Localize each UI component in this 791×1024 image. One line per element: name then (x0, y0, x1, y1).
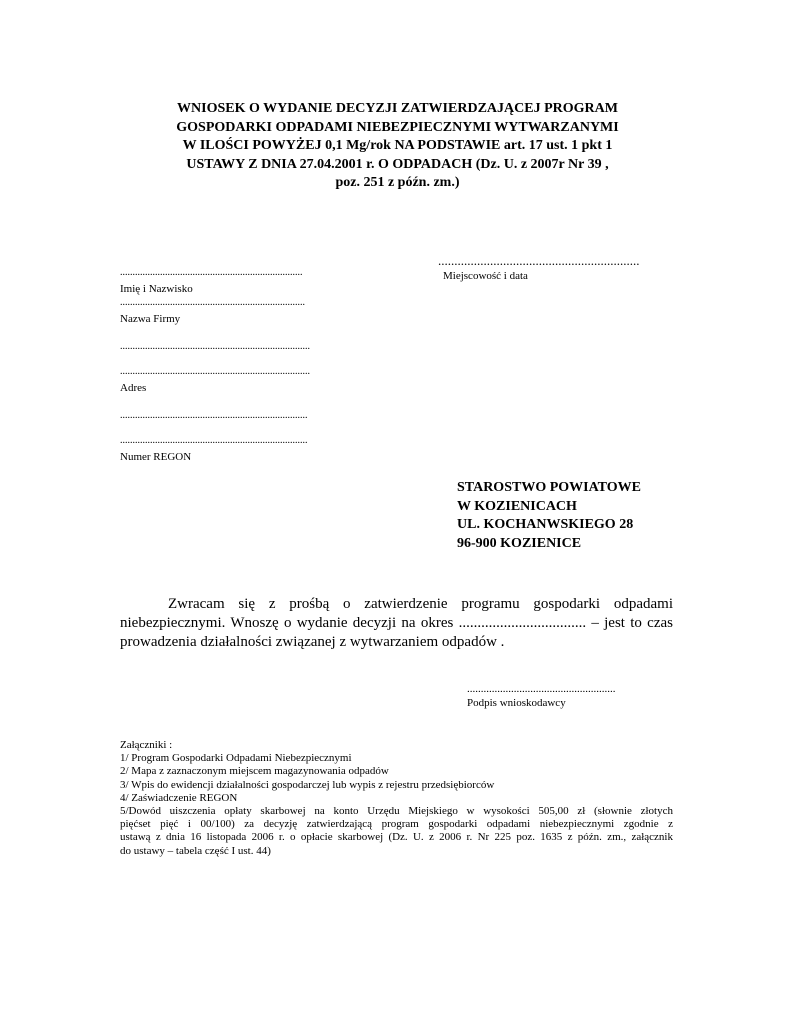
regon-label: Numer REGON (120, 451, 192, 463)
office-line: 96-900 KOZIENICE (457, 535, 582, 551)
attachment-item: 3/ Wpis do ewidencji działalności gospodarczej lub wypis z rejestru przedsiębiorców (120, 778, 495, 791)
name-label: Imię i Nazwisko (120, 283, 193, 295)
signature-label: Podpis wnioskodawcy (467, 697, 566, 709)
attachment-item: 2/ Mapa z zaznaczonym miejscem magazynowania odpadów (120, 765, 389, 778)
title-line: WNIOSEK O WYDANIE DECYZJI ZATWIERDZAJĄCEJ PROGRAM (177, 101, 618, 116)
title-line: USTAWY Z DNIA 27.04.2001 r. O ODPADACH (Dz. U. z 2007r Nr 39 , (186, 156, 609, 172)
request-line-1: Zwracam się z prośbą o zatwierdzenie programu gospodarki odpadami (168, 596, 673, 612)
title-line: GOSPODARKI ODPADAMI NIEBEZPIECZNYMI WYTWARZANYMI (176, 119, 619, 135)
attachment-item: 1/ Program Gospodarki Odpadami Niebezpiecznymi (120, 752, 352, 765)
office-address (457, 479, 641, 553)
place-date-label: Miejscowość i data (443, 270, 528, 282)
attachment-item-5-line: pięćset pięć i 00/100) za decyzję zatwierdzającą program gospodarki odpadami niebezpiecznymi zgodnie z (120, 818, 673, 831)
attachment-item: 4/ Zaświadczenie REGON (120, 791, 238, 804)
title-line: poz. 251 z późn. zm.) (335, 175, 460, 190)
office-line: W KOZIENICACH (457, 498, 577, 514)
address-field-1[interactable]: ............................................................................ (120, 341, 310, 352)
signature-field[interactable]: ...................................................... (467, 683, 616, 695)
regon-field-2[interactable]: ........................................................................... (120, 435, 308, 446)
attachment-item-5-line: 5/Dowód uiszczenia opłaty skarbowej na konto Urzędu Miejskiego w wysokości 505,00 zł (słownie złotych (120, 805, 673, 818)
request-text (120, 595, 673, 652)
office-line: UL. KOCHANWSKIEGO 28 (457, 517, 634, 532)
office-line: STAROSTWO POWIATOWE (457, 480, 641, 495)
firm-label: Nazwa Firmy (120, 313, 181, 325)
request-line-2: niebezpiecznymi. Wnoszę o wydanie decyzji na okres .................................. – jest to czas (120, 615, 673, 631)
name-field[interactable]: ......................................................................... (120, 267, 303, 278)
place-date-field[interactable]: .............................................................. (438, 253, 640, 268)
regon-field-1[interactable]: ........................................................................... (120, 410, 308, 421)
attachments-list (120, 739, 673, 858)
attachment-item-5-line: ustawą z dnia 16 listopada 2006 r. o opłacie skarbowej (Dz. U. z 2006 r. Nr 225 poz. 1635 z późn. zm., załącznik (120, 831, 673, 844)
address-label: Adres (120, 382, 147, 394)
request-line-3: prowadzenia działalności związanej z wytwarzaniem odpadów . (120, 634, 505, 650)
attachments-heading: Załączniki : (120, 739, 173, 751)
firm-field[interactable]: .......................................................................... (120, 297, 305, 308)
address-field-2[interactable]: ............................................................................ (120, 366, 310, 377)
attachment-item-5-line: do ustawy – tabela część I ust. 44) (120, 844, 271, 857)
document-title (110, 100, 685, 193)
title-line: W ILOŚCI POWYŻEJ 0,1 Mg/rok NA PODSTAWIE art. 17 ust. 1 pkt 1 (182, 138, 613, 153)
